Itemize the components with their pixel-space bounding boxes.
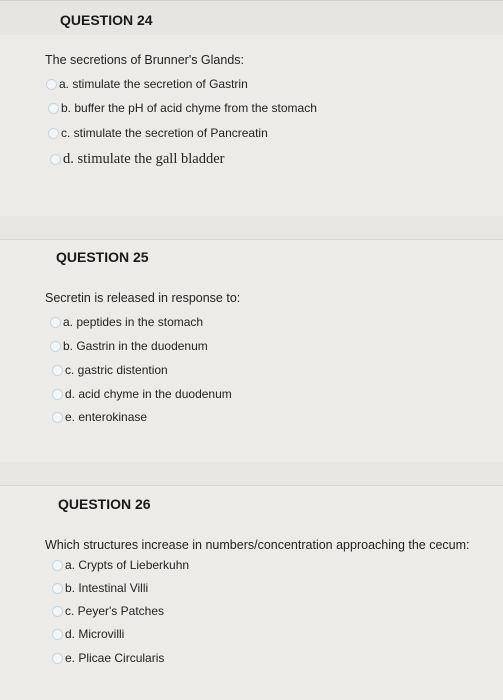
question-25-option-d[interactable] — [52, 387, 232, 401]
question-24-title: QUESTION 24 — [60, 12, 153, 28]
option-label: c. gastric distention — [65, 363, 168, 377]
option-label: e. Plicae Circularis — [65, 651, 165, 665]
radio-button[interactable] — [50, 154, 61, 165]
option-label: e. enterokinase — [65, 410, 148, 424]
radio-button[interactable] — [48, 103, 59, 114]
option-label: b. Intestinal Villi — [65, 581, 149, 595]
option-label: b. Gastrin in the duodenum — [63, 339, 208, 353]
option-label: d. acid chyme in the duodenum — [65, 387, 232, 401]
option-label: d. stimulate the gall bladder — [63, 151, 225, 167]
question-26-title: QUESTION 26 — [58, 496, 151, 512]
divider-band — [0, 462, 503, 486]
option-label: a. peptides in the stomach — [63, 315, 204, 329]
question-25-prompt: Secretin is released in response to: — [45, 291, 241, 305]
option-label: d. Microvilli — [65, 627, 125, 641]
option-label: a. Crypts of Lieberkuhn — [65, 558, 190, 572]
question-25-option-c[interactable] — [52, 363, 168, 377]
divider — [0, 239, 503, 240]
radio-button[interactable] — [48, 128, 59, 139]
radio-button[interactable] — [52, 365, 63, 376]
question-25-option-a[interactable] — [50, 315, 203, 329]
radio-button[interactable] — [50, 341, 61, 352]
question-24-option-c[interactable] — [48, 126, 268, 140]
radio-button[interactable] — [52, 629, 63, 640]
question-26-option-d[interactable] — [52, 627, 124, 641]
option-label: c. stimulate the secretion of Pancreatin — [61, 126, 268, 140]
question-26-option-a[interactable] — [52, 558, 189, 572]
radio-button[interactable] — [52, 389, 63, 400]
radio-button[interactable] — [52, 560, 63, 571]
question-25-option-b[interactable] — [50, 339, 208, 353]
question-24-prompt: The secretions of Brunner's Glands: — [45, 53, 245, 67]
radio-button[interactable] — [52, 653, 63, 664]
divider-band — [0, 216, 503, 240]
question-24-option-d[interactable] — [50, 151, 224, 168]
question-25-option-e[interactable] — [52, 410, 147, 424]
question-24-option-a[interactable] — [46, 77, 248, 91]
question-25-title: QUESTION 25 — [56, 249, 149, 265]
question-24-option-b[interactable] — [48, 101, 317, 115]
radio-button[interactable] — [46, 79, 57, 90]
question-26-option-b[interactable] — [52, 581, 148, 595]
radio-button[interactable] — [52, 412, 63, 423]
radio-button[interactable] — [52, 606, 63, 617]
option-label: c. Peyer's Patches — [65, 604, 164, 618]
option-label: b. buffer the pH of acid chyme from the stomach — [61, 101, 317, 115]
question-26-option-c[interactable] — [52, 604, 164, 618]
divider — [0, 485, 503, 486]
radio-button[interactable] — [52, 583, 63, 594]
question-26-option-e[interactable] — [52, 651, 164, 665]
question-26-prompt: Which structures increase in numbers/concentration approaching the cecum: — [45, 538, 470, 552]
option-label: a. stimulate the secretion of Gastrin — [59, 77, 248, 91]
radio-button[interactable] — [50, 317, 61, 328]
